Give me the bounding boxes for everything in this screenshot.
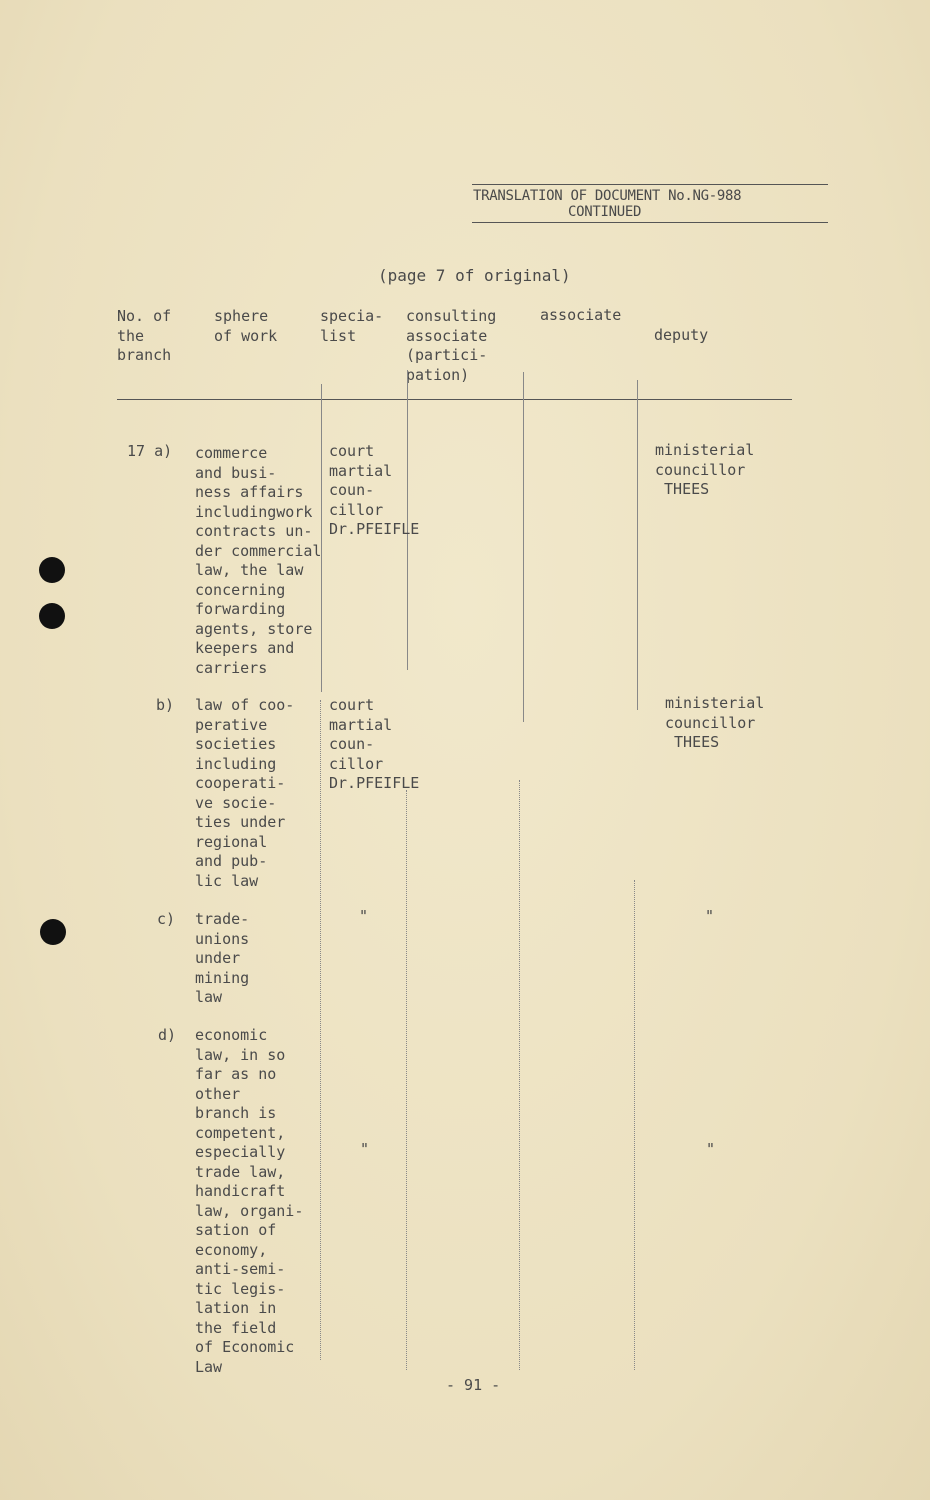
column-header-specialist: specia- list (320, 307, 384, 345)
document-header (472, 184, 828, 223)
row-specialist: " (359, 907, 369, 925)
column-divider (320, 700, 321, 1360)
column-header-consulting: consulting associate (partici- pation) (406, 307, 497, 384)
row-number: c) (157, 910, 176, 928)
row-deputy: " (705, 907, 715, 925)
punch-hole (40, 919, 66, 945)
row-deputy: ministerial councillor THEES (655, 441, 755, 498)
row-number: d) (158, 1026, 177, 1044)
page-number: - 91 - (446, 1376, 501, 1394)
header-rule (117, 399, 792, 400)
header-title: TRANSLATION OF DOCUMENT No.NG-988 (473, 188, 742, 204)
page-reference: (page 7 of original) (378, 266, 571, 285)
row-number: 17 a) (127, 442, 173, 460)
punch-hole (39, 603, 65, 629)
column-header-branch: No. of the branch (117, 307, 172, 364)
column-header-deputy: deputy (654, 326, 709, 344)
column-divider (523, 372, 524, 722)
row-deputy: ministerial councillor THEES (665, 694, 765, 751)
header-subtitle: CONTINUED (568, 204, 642, 220)
column-header-associate: associate (540, 306, 622, 324)
row-specialist: " (360, 1140, 370, 1158)
row-deputy: " (706, 1140, 716, 1158)
row-specialist: court martial coun- cillor Dr.PFEIFLE (329, 442, 420, 538)
column-divider (637, 380, 638, 710)
row-sphere: commerce and busi- ness affairs includingwork contracts un- der commercial law, the law concerning forwarding agents, store keepers and carriers (195, 444, 322, 677)
row-sphere: trade- unions under mining law (195, 910, 250, 1006)
row-number: b) (156, 696, 175, 714)
row-sphere: law of coo- perative societies including cooperati- ve socie- ties under regional and pub- lic law (195, 696, 295, 890)
column-header-sphere: sphere of work (214, 307, 278, 345)
row-specialist: court martial coun- cillor Dr.PFEIFLE (329, 696, 420, 792)
column-divider (406, 790, 407, 1370)
row-sphere: economic law, in so far as no other branch is competent, especially trade law, handicraft law, organi- sation of economy, anti-semi- tic legis- lation in the field of Economic Law (195, 1026, 304, 1376)
punch-hole (39, 557, 65, 583)
column-divider (634, 880, 635, 1370)
column-divider (519, 780, 520, 1370)
